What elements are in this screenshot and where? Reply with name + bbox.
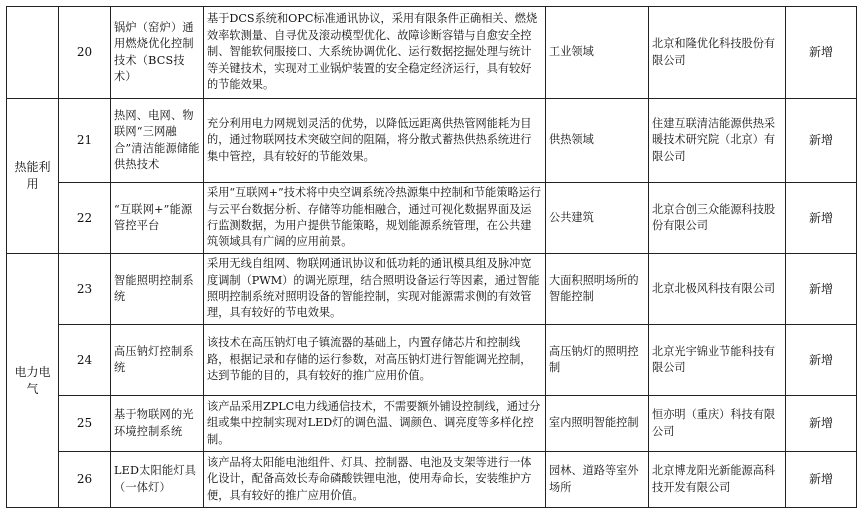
application-field: 园林、道路等室外场所 [546, 452, 649, 508]
technology-description: 该技术在高压钠灯电子镇流器的基础上，内置存储芯片和控制线路，根据记录和存储的运行参数，对高压钠灯进行智能调光控制，达到节能的目的，具有较好的推广应用价值。 [204, 325, 546, 396]
technology-name: LED太阳能灯具（一体灯） [111, 452, 204, 508]
row-number: 25 [59, 396, 111, 452]
technology-table [6, 6, 857, 508]
table-row [7, 325, 857, 396]
status-cell: 新增 [786, 452, 857, 508]
status-cell: 新增 [786, 183, 857, 254]
application-field: 工业领域 [546, 7, 649, 99]
table-row [7, 452, 857, 508]
technology-name: 基于物联网的光环境控制系统 [111, 396, 204, 452]
row-number: 22 [59, 183, 111, 254]
technology-name: “互联网+”能源管控平台 [111, 183, 204, 254]
application-field: 公共建筑 [546, 183, 649, 254]
company-name: 北京北极风科技有限公司 [649, 254, 786, 325]
category-cell-blank [7, 7, 59, 99]
table-row [7, 183, 857, 254]
status-cell: 新增 [786, 254, 857, 325]
status-cell: 新增 [786, 396, 857, 452]
technology-description: 基于DCS系统和OPC标准通讯协议，采用有限条件正确相关、燃烧效率软测量、自寻优及滚动模型优化、故障诊断容错与自愈安全控制、智能软伺服接口、大系统协调优化、运行数据挖掘处理与统计等关键技术，实现对工业锅炉装置的安全稳定经济运行，具有较好的节能效果。 [204, 7, 546, 99]
application-field: 高压钠灯的照明控制 [546, 325, 649, 396]
table-row [7, 254, 857, 325]
company-name: 北京和隆优化科技股份有限公司 [649, 7, 786, 99]
technology-description: 采用“互联网+”技术将中央空调系统冷热源集中控制和节能策略运行与云平台数据分析、存储等功能相融合，通过可视化数据界面及运行监测数据，为用户提供节能策略，规划能源系统管理，在公共建筑领域具有广阔的应用前景。 [204, 183, 546, 254]
technology-name: 高压钠灯控制系统 [111, 325, 204, 396]
row-number: 20 [59, 7, 111, 99]
technology-description: 该产品采用ZPLC电力线通信技术，不需要额外铺设控制线，通过分组或集中控制实现对LED灯的调色温、调颜色、调亮度等多样化控制。 [204, 396, 546, 452]
application-field: 室内照明智能控制 [546, 396, 649, 452]
application-field: 大面积照明场所的智能控制 [546, 254, 649, 325]
status-cell: 新增 [786, 7, 857, 99]
company-name: 北京博龙阳光新能源高科技开发有限公司 [649, 452, 786, 508]
company-name: 北京光宇锦业节能科技有限公司 [649, 325, 786, 396]
row-number: 21 [59, 99, 111, 183]
category-heat-utilization: 热能利用 [7, 99, 59, 254]
row-number: 26 [59, 452, 111, 508]
status-cell: 新增 [786, 325, 857, 396]
category-electric-power: 电力电气 [7, 254, 59, 508]
row-number: 24 [59, 325, 111, 396]
table-row [7, 396, 857, 452]
technology-name: 智能照明控制系统 [111, 254, 204, 325]
company-name: 住建互联清洁能源供热采暖技术研究院（北京）有限公司 [649, 99, 786, 183]
status-cell: 新增 [786, 99, 857, 183]
technology-description: 该产品将太阳能电池组件、灯具、控制器、电池及支架等进行一体化设计，配备高效长寿命磷酸铁锂电池，使用寿命长，安装维护方便，具有较好的推广应用价值。 [204, 452, 546, 508]
table-row [7, 99, 857, 183]
technology-description: 采用无线自组网、物联网通讯协议和低功耗的通讯模具组及脉冲宽度调制（PWM）的调光原理，结合照明设备运行等因素，通过智能照明控制系统对照明设备的智能控制，实现对能源需求侧的有效管理，具有较好的节电效果。 [204, 254, 546, 325]
technology-description: 充分利用电力网规划灵活的优势，以降低远距离供热管网能耗为目的，通过物联网技术突破空间的阻隔，将分散式蓄热供热系统进行集中管控，具有较好的节能效果。 [204, 99, 546, 183]
company-name: 北京合创三众能源科技股份有限公司 [649, 183, 786, 254]
technology-name: 热网、电网、物联网“三网融合”清洁能源储能供热技术 [111, 99, 204, 183]
company-name: 恒亦明（重庆）科技有限公司 [649, 396, 786, 452]
application-field: 供热领域 [546, 99, 649, 183]
row-number: 23 [59, 254, 111, 325]
technology-name: 锅炉（窑炉）通用燃烧优化控制技术（BCS技术） [111, 7, 204, 99]
table-row [7, 7, 857, 99]
